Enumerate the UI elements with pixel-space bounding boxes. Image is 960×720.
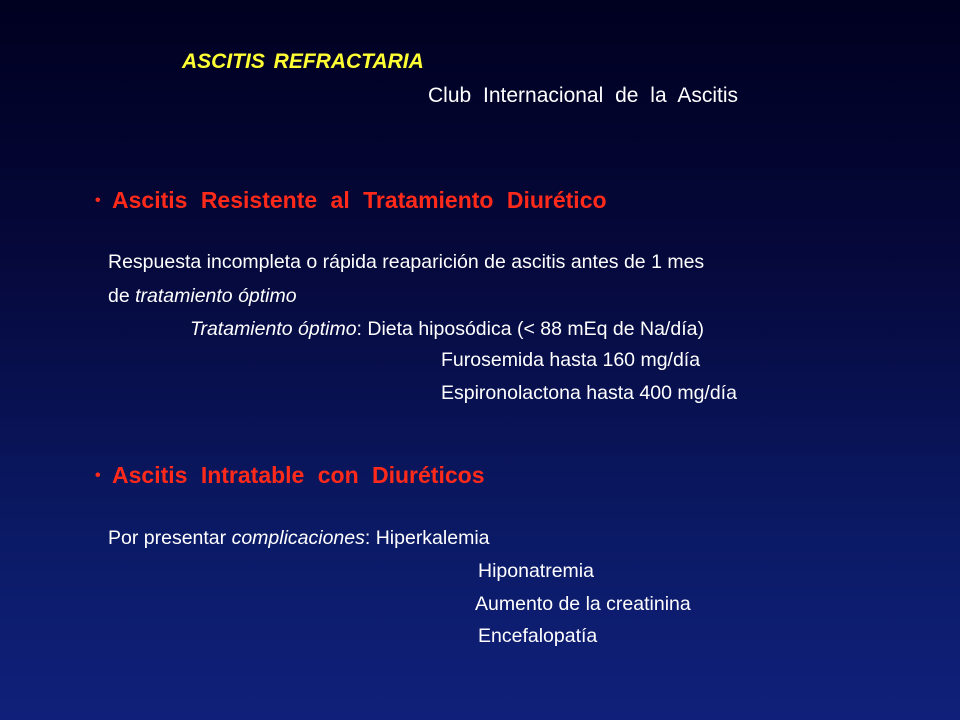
treatment-item-furosemida: Furosemida hasta 160 mg/día <box>441 349 701 371</box>
treatment-line <box>190 318 704 341</box>
slide-title: ASCITIS REFRACTARIA <box>182 50 424 73</box>
complication-item-hiponatremia: Hiponatremia <box>478 560 594 582</box>
complications-line <box>108 527 490 550</box>
slide-subtitle: Club Internacional de la Ascitis <box>428 84 738 107</box>
section-heading-intratable: Ascitis Intratable con Diuréticos <box>112 462 485 488</box>
bullet-icon: • <box>95 192 101 209</box>
italic-term: complicaciones <box>231 527 365 549</box>
text-segment: de <box>108 285 136 307</box>
text-segment: : Dieta hiposódica (< 88 mEq de Na/día) <box>356 318 704 340</box>
treatment-item-espironolactona: Espironolactona hasta 400 mg/día <box>441 382 737 404</box>
bullet-icon: • <box>95 467 101 484</box>
section-heading-resistente: Ascitis Resistente al Tratamiento Diurético <box>112 187 607 213</box>
italic-term: Tratamiento óptimo <box>190 318 357 340</box>
italic-term: tratamiento óptimo <box>135 285 297 307</box>
text-segment: Por presentar <box>108 527 232 549</box>
complication-item-hiperkalemia: : Hiperkalemia <box>364 527 490 549</box>
complication-item-creatinina: Aumento de la creatinina <box>475 593 691 615</box>
complication-item-encefalopatia: Encefalopatía <box>478 625 598 647</box>
definition-line-2 <box>108 285 297 308</box>
definition-line: Respuesta incompleta o rápida reaparición de ascitis antes de 1 mes <box>108 251 705 273</box>
